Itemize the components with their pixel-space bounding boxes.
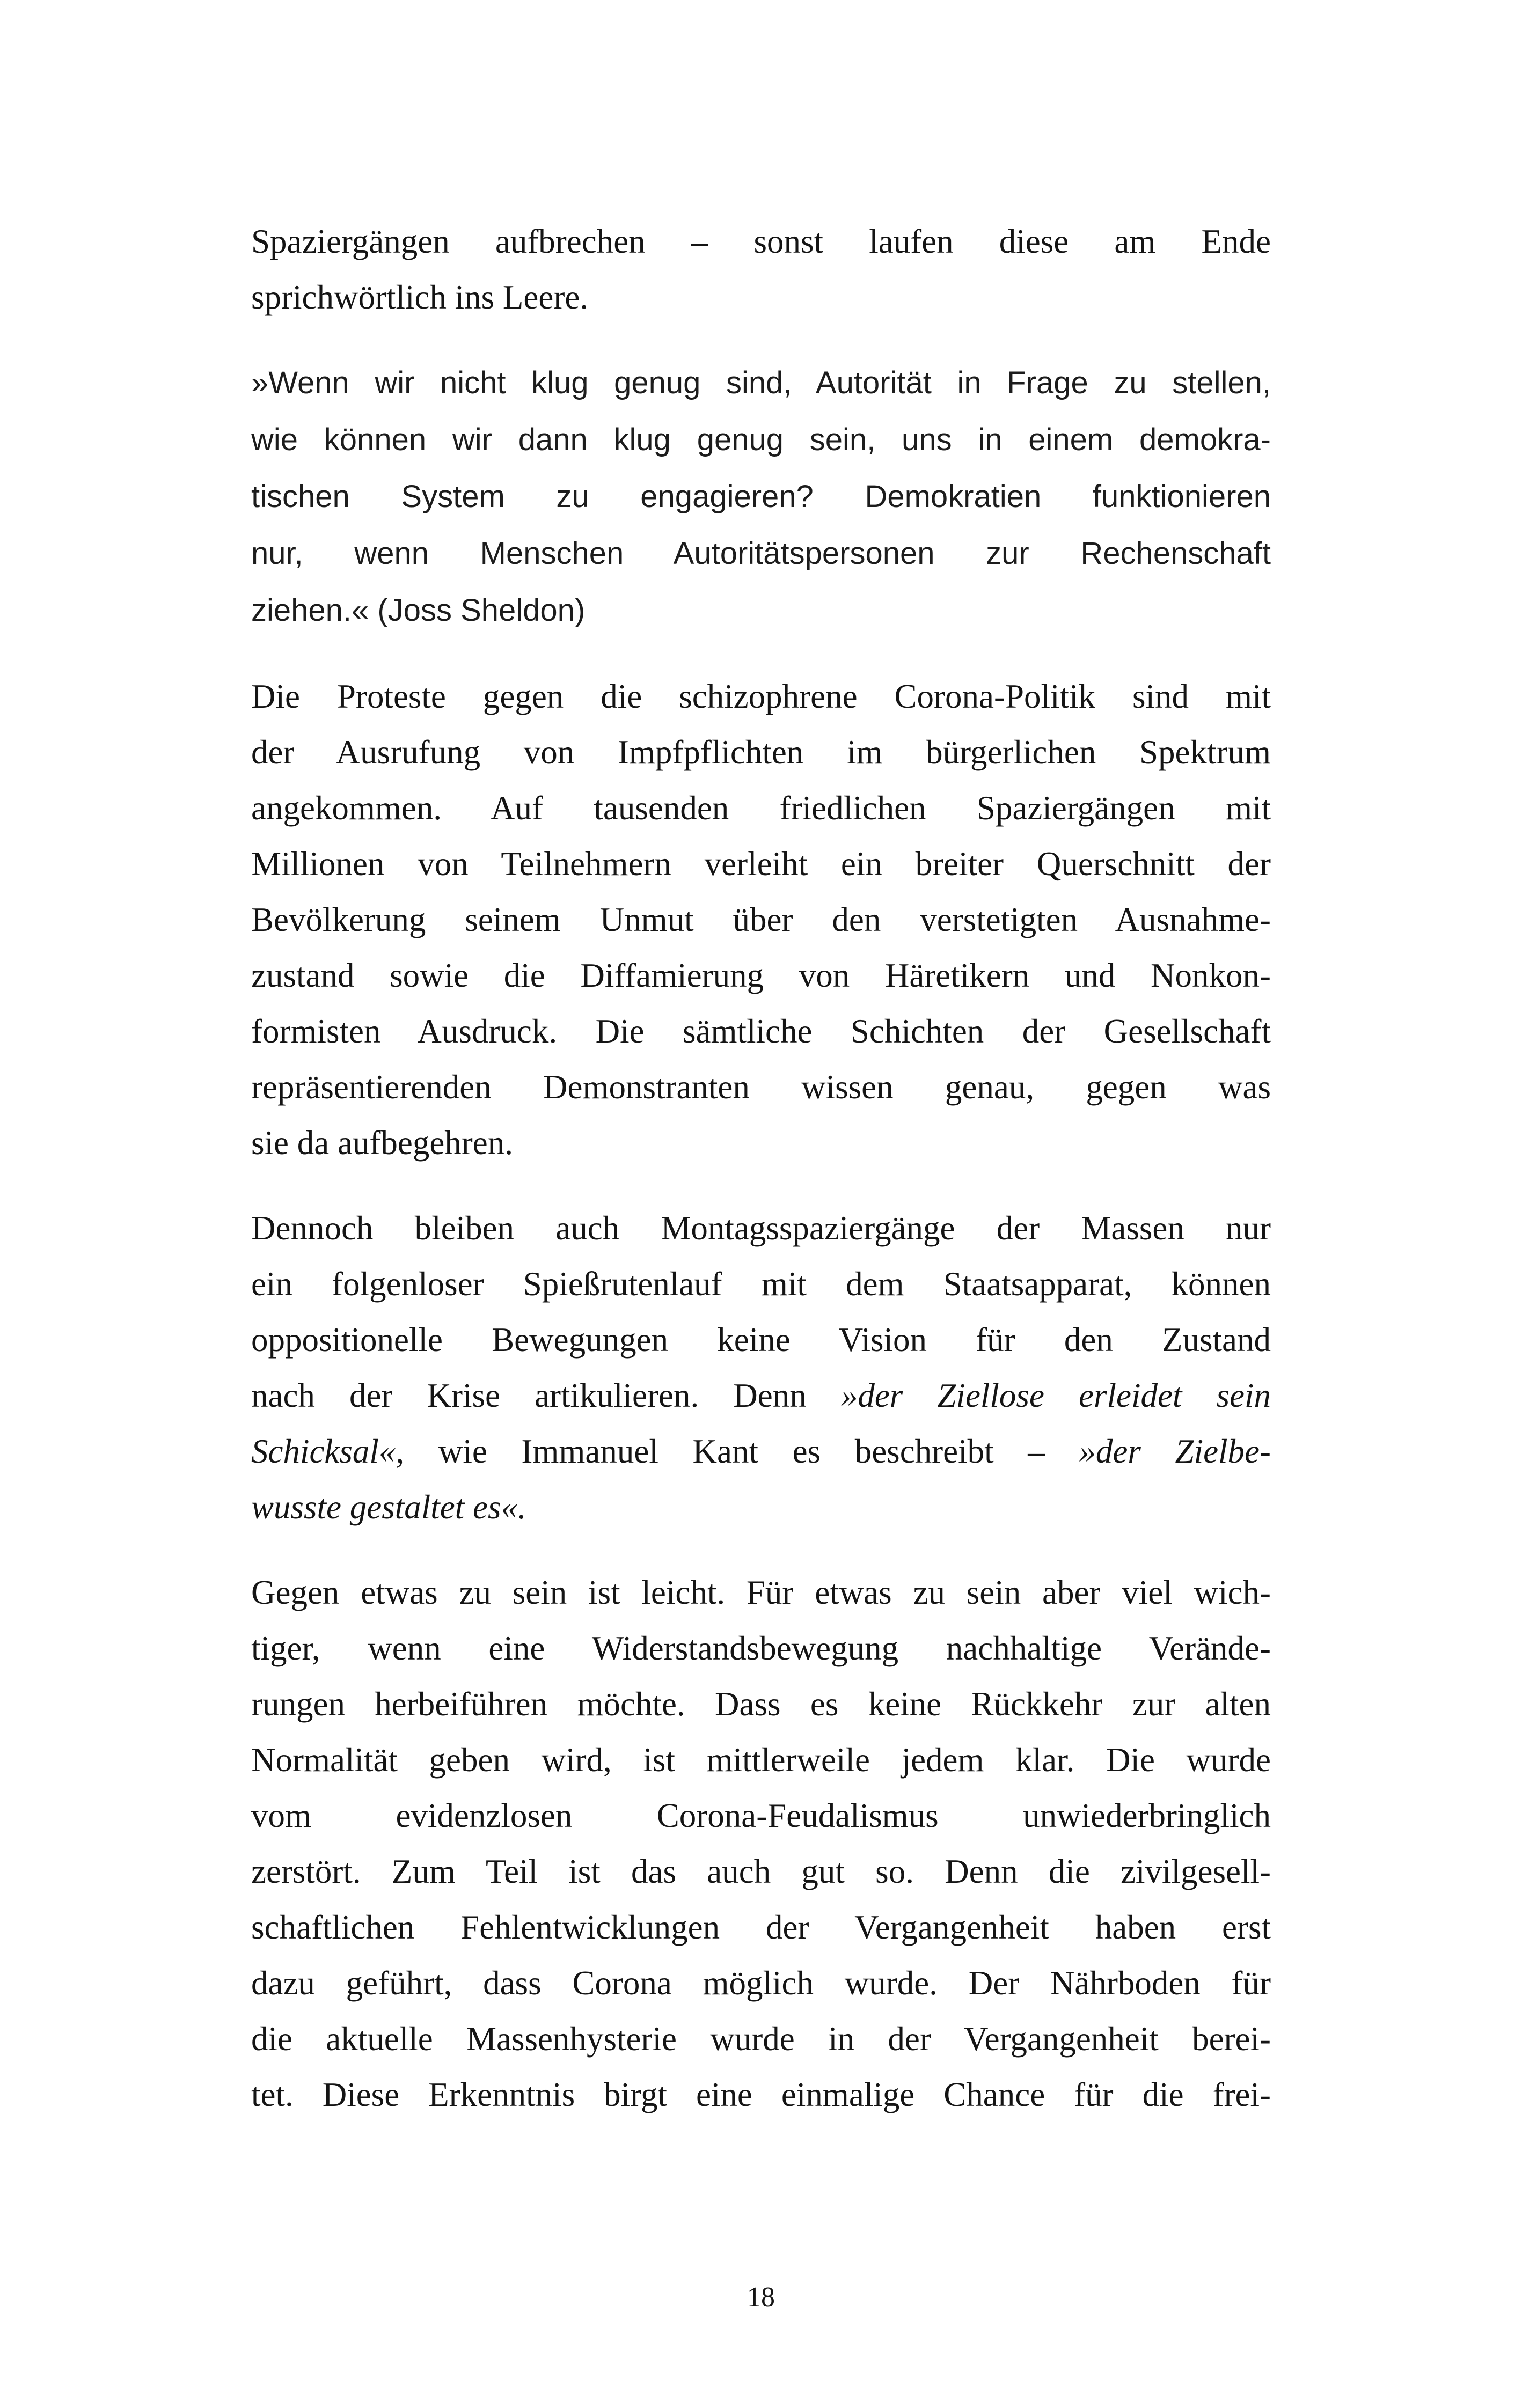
text-line	[251, 1423, 1271, 1479]
text-segment: Normalität geben wird, ist mittlerweile jedem klar. Die wurde	[251, 1741, 1271, 1779]
text-segment: nur, wenn Menschen Autoritätspersonen zur Rechenschaft	[251, 536, 1271, 571]
text-segment: ziehen.« (Joss Sheldon)	[251, 593, 586, 628]
text-line	[251, 1732, 1271, 1788]
text-segment: ein folgenloser Spießrutenlauf mit dem Staatsapparat, können	[251, 1265, 1271, 1303]
text-line	[251, 1955, 1271, 2011]
text-line	[251, 1565, 1271, 1620]
text-segment: nach der Krise artikulieren. Denn	[251, 1377, 841, 1414]
text-segment: tet. Diese Erkenntnis birgt eine einmalige Chance für die frei-	[251, 2076, 1271, 2113]
text-line	[251, 1899, 1271, 1955]
text-segment: schaftlichen Fehlentwicklungen der Vergangenheit haben erst	[251, 1908, 1271, 1946]
text-line	[251, 355, 1271, 412]
text-segment: Dennoch bleiben auch Montagsspaziergänge der Massen nur	[251, 1209, 1271, 1247]
text-segment: Millionen von Teilnehmern verleiht ein breiter Querschnitt der	[251, 845, 1271, 883]
italic-text-segment: »der Ziellose erleidet sein	[840, 1377, 1271, 1414]
text-segment: sie da aufbegehren.	[251, 1124, 514, 1162]
text-line	[251, 948, 1271, 1003]
text-segment: vom evidenzlosen Corona-Feudalismus unwiederbringlich	[251, 1797, 1271, 1834]
text-line	[251, 1844, 1271, 1899]
italic-text-segment: wusste gestaltet es«.	[251, 1488, 526, 1526]
text-segment: dazu geführt, dass Corona möglich wurde. Der Nährboden für	[251, 1964, 1271, 2002]
text-segment: oppositionelle Bewegungen keine Vision für den Zustand	[251, 1321, 1271, 1359]
text-line	[251, 468, 1271, 525]
text-line	[251, 214, 1271, 269]
text-line	[251, 412, 1271, 468]
text-line	[251, 525, 1271, 582]
text-line	[251, 1676, 1271, 1732]
text-line	[251, 269, 1271, 325]
body-paragraph	[251, 1565, 1271, 2123]
page-text	[251, 214, 1271, 2152]
quote-paragraph	[251, 355, 1271, 639]
text-segment: die aktuelle Massenhysterie wurde in der Vergangenheit berei-	[251, 2020, 1271, 2058]
text-line	[251, 1059, 1271, 1115]
text-line	[251, 669, 1271, 724]
text-segment: zerstört. Zum Teil ist das auch gut so. Denn die zivilgesell-	[251, 1853, 1271, 1890]
text-segment: repräsentierenden Demonstranten wissen genau, gegen was	[251, 1068, 1271, 1106]
text-segment: formisten Ausdruck. Die sämtliche Schichten der Gesellschaft	[251, 1012, 1271, 1050]
body-paragraph	[251, 214, 1271, 325]
text-line	[251, 780, 1271, 836]
text-segment: angekommen. Auf tausenden friedlichen Spaziergängen mit	[251, 789, 1271, 827]
text-line	[251, 1256, 1271, 1312]
text-segment: Die Proteste gegen die schizophrene Corona-Politik sind mit	[251, 678, 1271, 715]
text-segment: zustand sowie die Diffamierung von Häretikern und Nonkon-	[251, 957, 1271, 994]
italic-text-segment: Schicksal«	[251, 1433, 396, 1470]
text-segment: Bevölkerung seinem Unmut über den verstetigten Ausnahme-	[251, 901, 1271, 938]
text-segment: wie können wir dann klug genug sein, uns in einem demokra-	[251, 422, 1271, 457]
body-paragraph	[251, 669, 1271, 1171]
page-number: 18	[747, 2282, 775, 2312]
text-segment: der Ausrufung von Impfpflichten im bürgerlichen Spektrum	[251, 733, 1271, 771]
text-segment: tiger, wenn eine Widerstandsbewegung nachhaltige Verände-	[251, 1629, 1271, 1667]
text-line	[251, 892, 1271, 948]
text-segment: sprichwörtlich ins Leere.	[251, 278, 589, 316]
text-line	[251, 1620, 1271, 1676]
text-line	[251, 836, 1271, 892]
text-segment: Spaziergängen aufbrechen – sonst laufen diese am Ende	[251, 223, 1271, 260]
text-line	[251, 2011, 1271, 2067]
text-line	[251, 582, 1271, 639]
text-segment: , wie Immanuel Kant es beschreibt –	[396, 1433, 1079, 1470]
text-line	[251, 724, 1271, 780]
text-segment: Gegen etwas zu sein ist leicht. Für etwas zu sein aber viel wich-	[251, 1574, 1271, 1611]
text-segment: tischen System zu engagieren? Demokratien funktionieren	[251, 479, 1271, 514]
text-line	[251, 1788, 1271, 1844]
text-line	[251, 1479, 1271, 1535]
italic-text-segment: »der Zielbe-	[1079, 1433, 1271, 1470]
body-paragraph	[251, 1200, 1271, 1535]
text-segment: »Wenn wir nicht klug genug sind, Autorität in Frage zu stellen,	[251, 365, 1271, 400]
text-line	[251, 1200, 1271, 1256]
text-segment: rungen herbeiführen möchte. Dass es keine Rückkehr zur alten	[251, 1685, 1271, 1723]
text-line	[251, 1312, 1271, 1368]
text-line	[251, 1115, 1271, 1171]
text-line	[251, 1368, 1271, 1423]
text-line	[251, 2067, 1271, 2123]
text-line	[251, 1003, 1271, 1059]
